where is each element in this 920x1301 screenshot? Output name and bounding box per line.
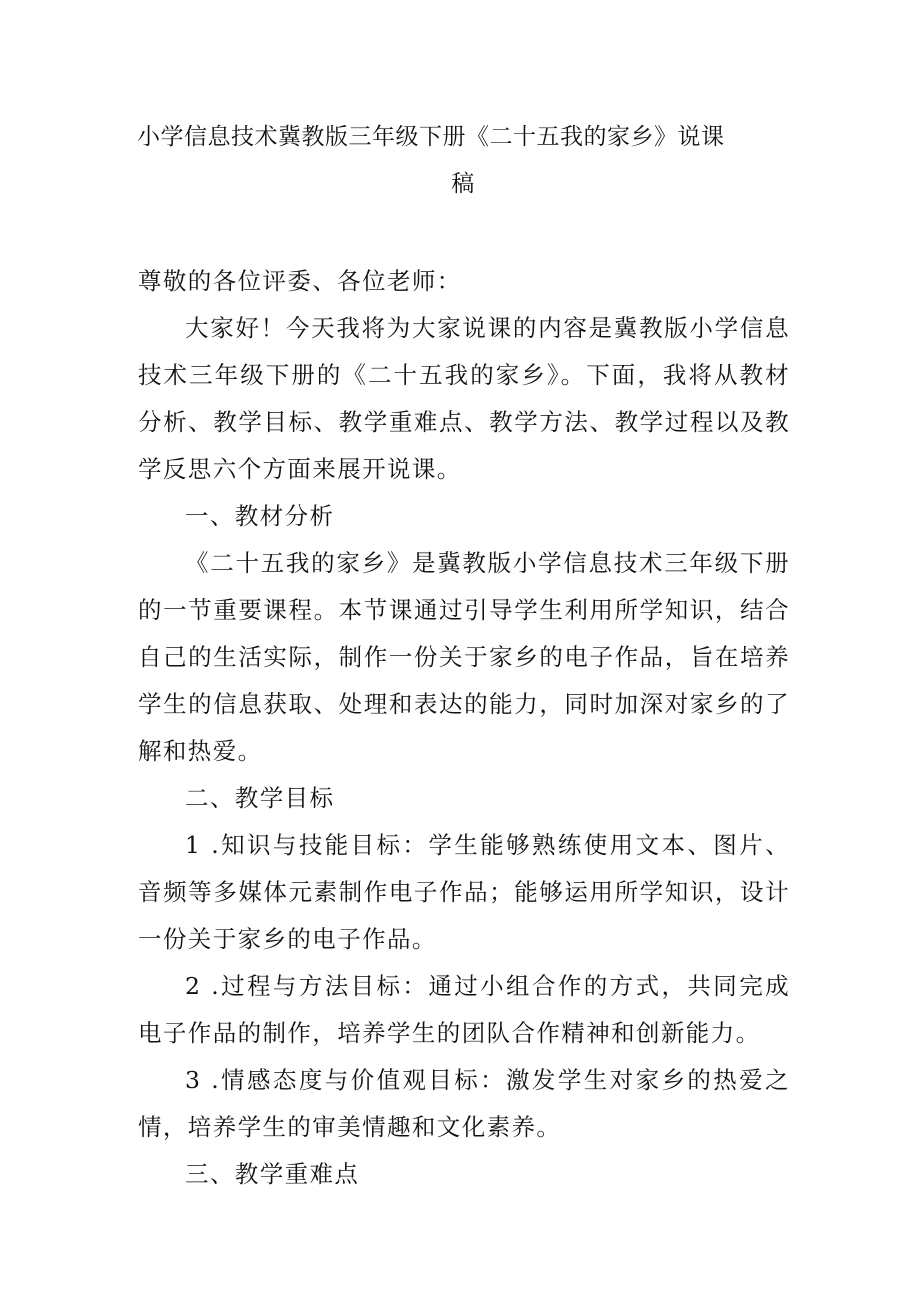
intro-paragraph: 大家好！今天我将为大家说课的内容是冀教版小学信息技术三年级下册的《二十五我的家乡》。下面，我将从教材分析、教学目标、教学重难点、教学方法、教学过程以及教学反思六个方面来展开说课。 <box>138 314 790 483</box>
section-heading-1: 一、教材分析 <box>185 502 335 530</box>
goal-3: 3 .情感态度与价值观目标：激发学生对家乡的热爱之情，培养学生的审美情趣和文化素养。 <box>138 1066 790 1141</box>
goal-2: 2 .过程与方法目标：通过小组合作的方式，共同完成电子作品的制作，培养学生的团队合作精神和创新能力。 <box>138 972 790 1047</box>
document-title-line1: 小学信息技术冀教版三年级下册《二十五我的家乡》说课 <box>137 124 725 150</box>
section-heading-3: 三、教学重难点 <box>185 1160 360 1188</box>
salutation: 尊敬的各位评委、各位老师： <box>138 267 462 295</box>
document-title-line2: 稿 <box>451 171 475 197</box>
section-text-1: 《二十五我的家乡》是冀教版小学信息技术三年级下册的一节重要课程。本节课通过引导学生利用所学知识，结合自己的生活实际，制作一份关于家乡的电子作品，旨在培养学生的信息获取、处理和表达的能力，同时加深对家乡的了解和热爱。 <box>138 549 790 765</box>
goal-1: 1 .知识与技能目标：学生能够熟练使用文本、图片、音频等多媒体元素制作电子作品；能够运用所学知识，设计一份关于家乡的电子作品。 <box>138 831 790 953</box>
section-heading-2: 二、教学目标 <box>185 784 335 812</box>
document-body <box>138 258 790 1198</box>
